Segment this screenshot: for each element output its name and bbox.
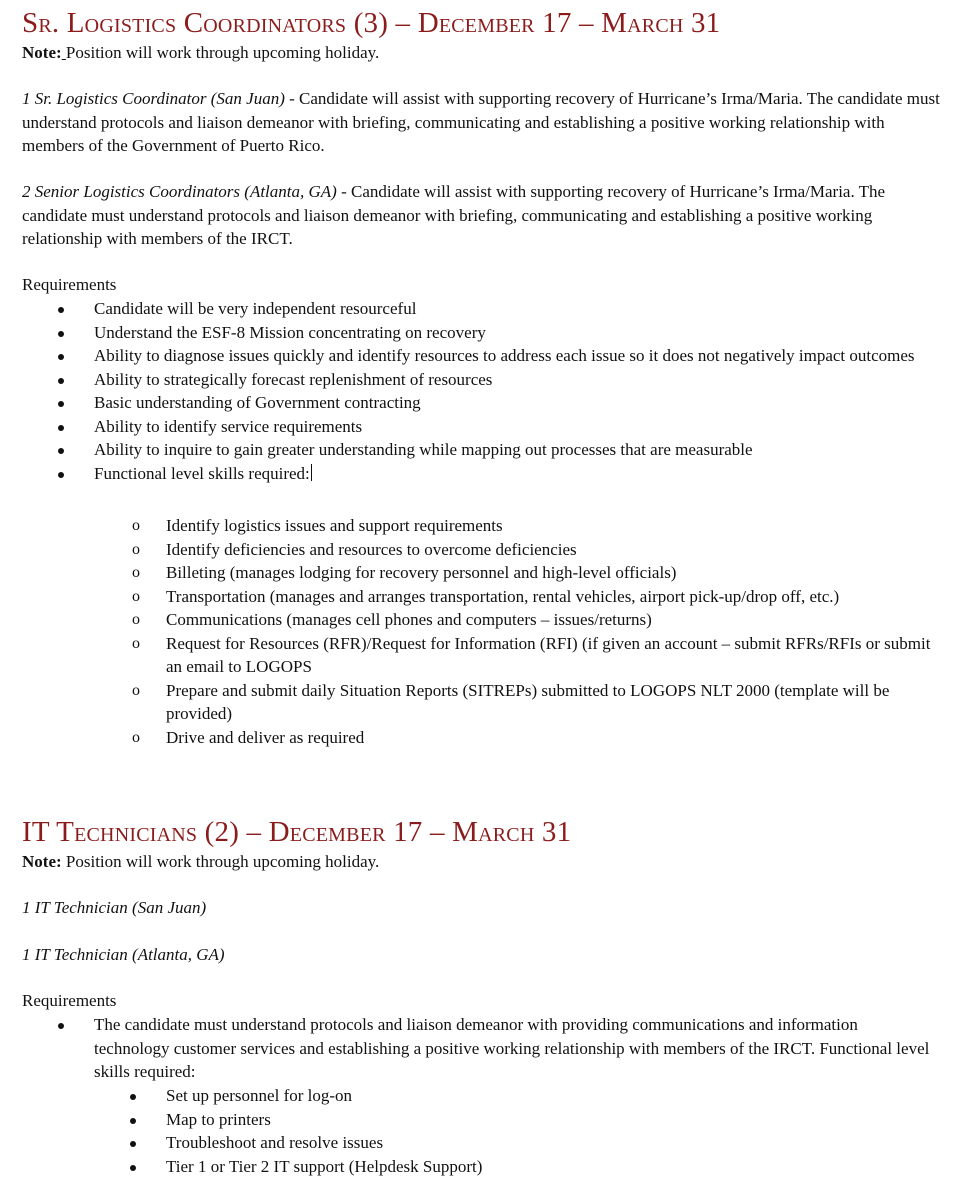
note-line [22, 850, 942, 874]
list-item: Tier 1 or Tier 2 IT support (Helpdesk Support) [166, 1155, 936, 1179]
circle-bullet-icon: o [132, 611, 140, 628]
circle-bullet-icon: o [132, 681, 140, 699]
role-paragraph-san-juan [22, 87, 942, 158]
bullet-icon [58, 378, 64, 384]
section-heading-it: IT Technicians (2) – December 17 – March 31 [22, 816, 572, 848]
list-item: o Prepare and submit daily Situation Reports (SITREPs) submitted to LOGOPS NLT 2000 (template will be provided) [132, 680, 890, 723]
skills-list [166, 1084, 936, 1178]
circle-bullet-icon: o [132, 540, 140, 558]
circle-bullet-icon: o [132, 634, 140, 652]
bullet-icon [58, 425, 64, 431]
list-item: o Transportation (manages and arranges transportation, rental vehicles, airport pick-up/drop off, etc.) [166, 585, 936, 609]
bullet-icon [130, 1094, 136, 1100]
list-item: The candidate must understand protocols and liaison demeanor with providing communications and information technology customer services and establishing a positive working relationship with members of the IRCT. Functional level skills required: [94, 1013, 934, 1084]
list-item: Ability to inquire to gain greater understanding while mapping out processes that are measurable [94, 438, 934, 462]
list-item: o Billeting (manages lodging for recovery personnel and high-level officials) [166, 561, 936, 585]
requirements-list [94, 297, 934, 485]
skills-list [132, 514, 936, 749]
role-description: - Candidate will assist with supporting recovery of Hurricane’s Irma/Maria. The candidate must understand protocols and liaison demeanor with briefing, communicating and establishing a positive working relationship with members of the Government of Puerto Rico. [22, 89, 940, 155]
note-line [22, 41, 942, 65]
bullet-icon [58, 448, 64, 454]
circle-bullet-icon: o [132, 564, 140, 581]
list-item: Functional level skills required: [94, 462, 934, 486]
note-label: Note: [22, 43, 62, 62]
list-item: Map to printers [166, 1108, 936, 1132]
section-heading-logistics: Sr. Logistics Coordinators (3) – December 17 – March 31 [22, 7, 721, 39]
list-item: o Communications (manages cell phones and computers – issues/returns) [166, 608, 936, 632]
role-title-san-juan: 1 IT Technician (San Juan) [22, 898, 207, 917]
requirements-list [94, 1013, 934, 1084]
list-item: o Drive and deliver as required [166, 726, 936, 750]
requirements-label: Requirements [22, 991, 117, 1010]
list-item: Ability to strategically forecast replenishment of resources [94, 368, 934, 392]
role-description: - Candidate will assist with supporting recovery of Hurricane’s Irma/Maria. The candidate must understand protocols and liaison demeanor with briefing, communicating and establishing a positive working relationship with members of the IRCT. [22, 182, 886, 248]
circle-bullet-icon: o [132, 517, 140, 534]
bullet-icon [58, 401, 64, 407]
role-paragraph-atlanta [22, 180, 942, 251]
list-item: Basic understanding of Government contracting [94, 391, 934, 415]
note-text: Position will work through upcoming holiday. [65, 43, 380, 62]
list-item: Understand the ESF-8 Mission concentrating on recovery [94, 321, 934, 345]
bullet-icon [58, 472, 64, 478]
bullet-icon [58, 331, 64, 337]
bullet-icon [130, 1141, 136, 1147]
role-title: 2 Senior Logistics Coordinators (Atlanta, GA) [22, 182, 337, 201]
note-label: Note: [22, 852, 62, 871]
text-cursor [311, 464, 312, 481]
list-item: o Identify deficiencies and resources to overcome deficiencies [166, 538, 936, 562]
bullet-icon [58, 1023, 64, 1029]
list-item: o Request for Resources (RFR)/Request for Information (RFI) (if given an account – submit RFRs/RFIs or submit an email to LOGOPS [132, 633, 931, 676]
list-item: Ability to identify service requirements [94, 415, 934, 439]
bullet-icon [58, 354, 64, 360]
bullet-icon [58, 307, 64, 313]
list-item: o Identify logistics issues and support requirements [166, 514, 936, 538]
bullet-icon [130, 1165, 136, 1171]
list-item: Candidate will be very independent resourceful [94, 297, 934, 321]
list-item: Troubleshoot and resolve issues [166, 1131, 936, 1155]
list-item: Ability to diagnose issues quickly and identify resources to address each issue so it does not negatively impact outcomes [94, 344, 934, 368]
note-text: Position will work through upcoming holiday. [65, 852, 380, 871]
requirements-label: Requirements [22, 275, 117, 294]
role-title-atlanta: 1 IT Technician (Atlanta, GA) [22, 945, 225, 964]
circle-bullet-icon: o [132, 587, 140, 605]
bullet-icon [130, 1118, 136, 1124]
list-item: Set up personnel for log-on [166, 1084, 936, 1108]
circle-bullet-icon: o [132, 728, 140, 746]
role-title: 1 Sr. Logistics Coordinator (San Juan) [22, 89, 285, 108]
